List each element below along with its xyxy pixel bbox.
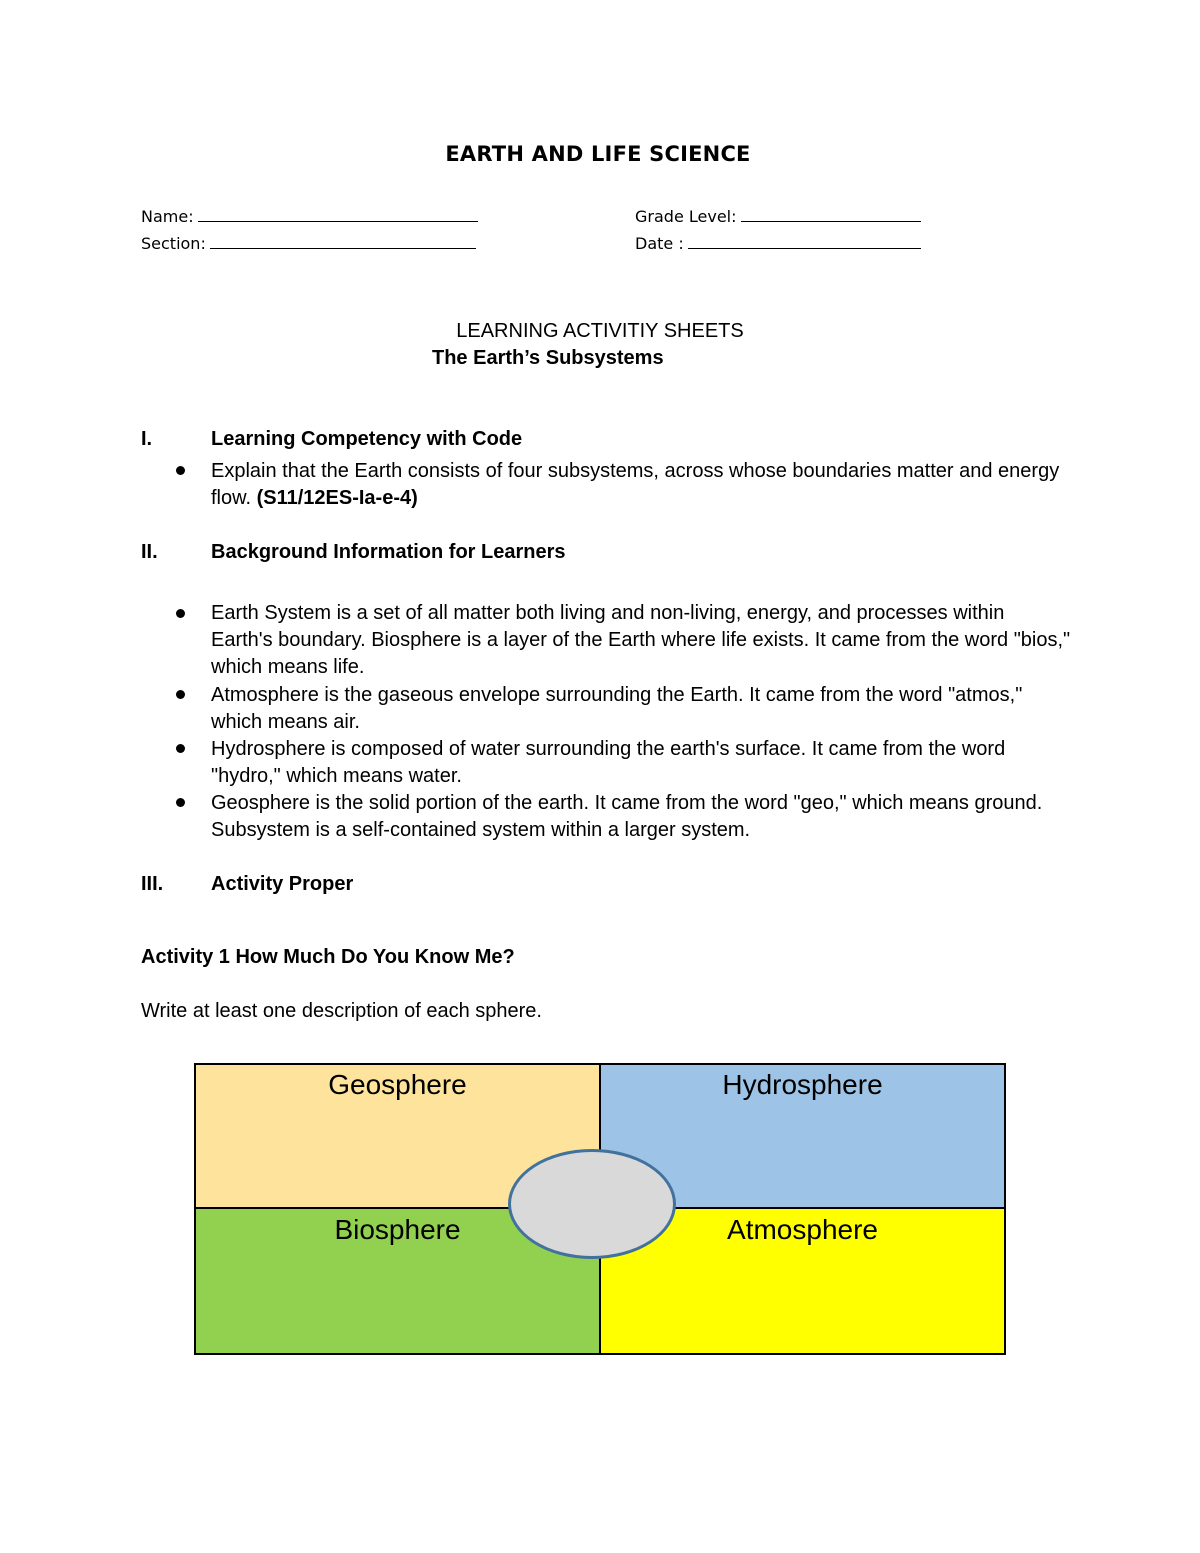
name-blank-line[interactable] <box>198 207 478 222</box>
competency-code: (S11/12ES-Ia-e-4) <box>256 487 418 509</box>
bullet-icon <box>176 466 185 475</box>
section-3-number: III. <box>141 873 164 895</box>
atmosphere-label: Atmosphere <box>727 1214 878 1245</box>
bullet-icon <box>176 798 185 807</box>
document-title: EARTH AND LIFE SCIENCE <box>445 142 751 166</box>
activity-instruction: Write at least one description of each sphere. <box>141 1000 542 1022</box>
grade-level-field[interactable] <box>635 206 921 228</box>
hydrosphere-label: Hydrosphere <box>722 1069 883 1100</box>
geosphere-label: Geosphere <box>328 1069 467 1100</box>
sheet-subtitle: The Earth’s Subsystems <box>432 347 664 369</box>
background-item-geosphere: Geosphere is the solid portion of the earth. It came from the word "geo," which means ground. Subsystem is a self-contained system within a larger system. <box>211 792 1043 841</box>
competency-text <box>211 458 1071 512</box>
date-field[interactable] <box>635 233 921 255</box>
bullet-icon <box>176 690 185 699</box>
sheet-title: LEARNING ACTIVITIY SHEETS <box>456 320 744 342</box>
bullet-icon <box>176 609 185 618</box>
background-item-earth-system: Earth System is a set of all matter both living and non-living, energy, and processes within Earth's boundary. Biosphere is a layer of the Earth where life exists. It came from the word "bios," which means life. <box>211 602 1071 678</box>
bullet-icon <box>176 744 185 753</box>
activity-title: Activity 1 How Much Do You Know Me? <box>141 946 515 968</box>
section-3-title: Activity Proper <box>211 873 354 895</box>
name-label: Name: <box>141 207 194 226</box>
date-blank-line[interactable] <box>688 234 921 249</box>
name-field[interactable] <box>141 206 478 228</box>
date-label: Date : <box>635 234 684 253</box>
grade-level-label: Grade Level: <box>635 207 737 226</box>
section-field[interactable] <box>141 233 476 255</box>
section-1-title: Learning Competency with Code <box>211 428 523 450</box>
grade-level-blank-line[interactable] <box>741 207 921 222</box>
section-blank-line[interactable] <box>210 234 476 249</box>
section-1-number: I. <box>141 428 153 450</box>
background-item-hydrosphere: Hydrosphere is composed of water surrounding the earth's surface. It came from the word "hydro," which means water. <box>211 738 1006 787</box>
background-item-atmosphere: Atmosphere is the gaseous envelope surrounding the Earth. It came from the word "atmos," which means air. <box>211 684 1023 733</box>
biosphere-label: Biosphere <box>334 1214 461 1245</box>
section-2-number: II. <box>141 541 158 563</box>
section-2-title: Background Information for Learners <box>211 541 566 563</box>
center-oval[interactable] <box>508 1149 676 1259</box>
section-label: Section: <box>141 234 206 253</box>
competency-description: Explain that the Earth consists of four subsystems, across whose boundaries matter and energy flow. <box>211 460 1060 509</box>
